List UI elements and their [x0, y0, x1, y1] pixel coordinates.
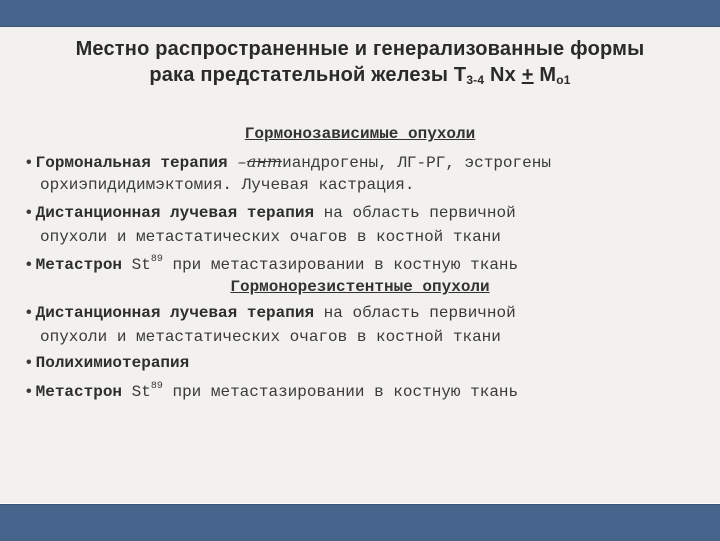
item-bold-label: Полихимиотерапия — [35, 354, 190, 372]
heading-text: Гормонорезистентные опухоли — [230, 278, 490, 296]
title-m-subscript: о1 — [556, 73, 571, 87]
title-t-subscript: 3-4 — [466, 73, 485, 87]
list-item-continuation: орхиэпидидимэктомия. Лучевая кастрация. — [40, 176, 415, 194]
isotope-symbol: St — [122, 256, 151, 274]
item-text: на область первичной — [314, 204, 516, 222]
list-item — [24, 152, 720, 172]
section-heading-hormone-dependent — [0, 125, 720, 143]
isotope-mass-number: 89 — [150, 254, 163, 265]
item-text: на область первичной — [314, 304, 516, 322]
list-item — [24, 204, 720, 222]
item-bold-label: Гормональная терапия — [35, 154, 228, 172]
heading-text: Гормонозависимые опухоли — [244, 125, 476, 143]
section-heading-hormone-resistant — [0, 278, 720, 296]
item-dash: – — [227, 154, 247, 172]
bullet-icon: • — [24, 204, 34, 222]
list-item — [24, 254, 720, 274]
title-nx: Nx — [484, 64, 522, 86]
list-item-continuation: опухоли и метастатических очагов в костной ткани — [40, 228, 501, 246]
item-bold-label: Метастрон — [35, 383, 123, 401]
list-item-continuation: опухоли и метастатических очагов в костной ткани — [40, 328, 501, 346]
bottom-frame-band — [0, 504, 720, 541]
handwritten-note: ант — [246, 152, 283, 171]
bullet-icon: • — [24, 256, 34, 274]
list-item — [24, 354, 720, 372]
slide-title-line1: Местно распространенные и генерализованные формы — [75, 38, 645, 60]
item-bold-label: Дистанционная лучевая терапия — [35, 304, 315, 322]
slide-title-line2 — [0, 64, 720, 87]
bullet-icon: • — [24, 154, 34, 172]
bullet-icon: • — [24, 383, 34, 401]
title-text: рака предстательной железы Т — [149, 64, 467, 86]
title-plus-minus: + — [521, 64, 534, 86]
isotope-mass-number: 89 — [150, 381, 163, 392]
list-item — [24, 381, 720, 401]
item-text: при метастазировании в костную ткань — [162, 383, 519, 401]
top-frame-band — [0, 0, 720, 27]
title-m: М — [533, 64, 557, 86]
bullet-icon: • — [24, 354, 34, 372]
isotope-symbol: St — [122, 383, 151, 401]
item-text: иандрогены, ЛГ-РГ, эстрогены — [282, 154, 551, 172]
list-item — [24, 304, 720, 322]
item-bold-label: Дистанционная лучевая терапия — [35, 204, 315, 222]
item-text: при метастазировании в костную ткань — [162, 256, 519, 274]
item-bold-label: Метастрон — [35, 256, 123, 274]
bullet-icon: • — [24, 304, 34, 322]
